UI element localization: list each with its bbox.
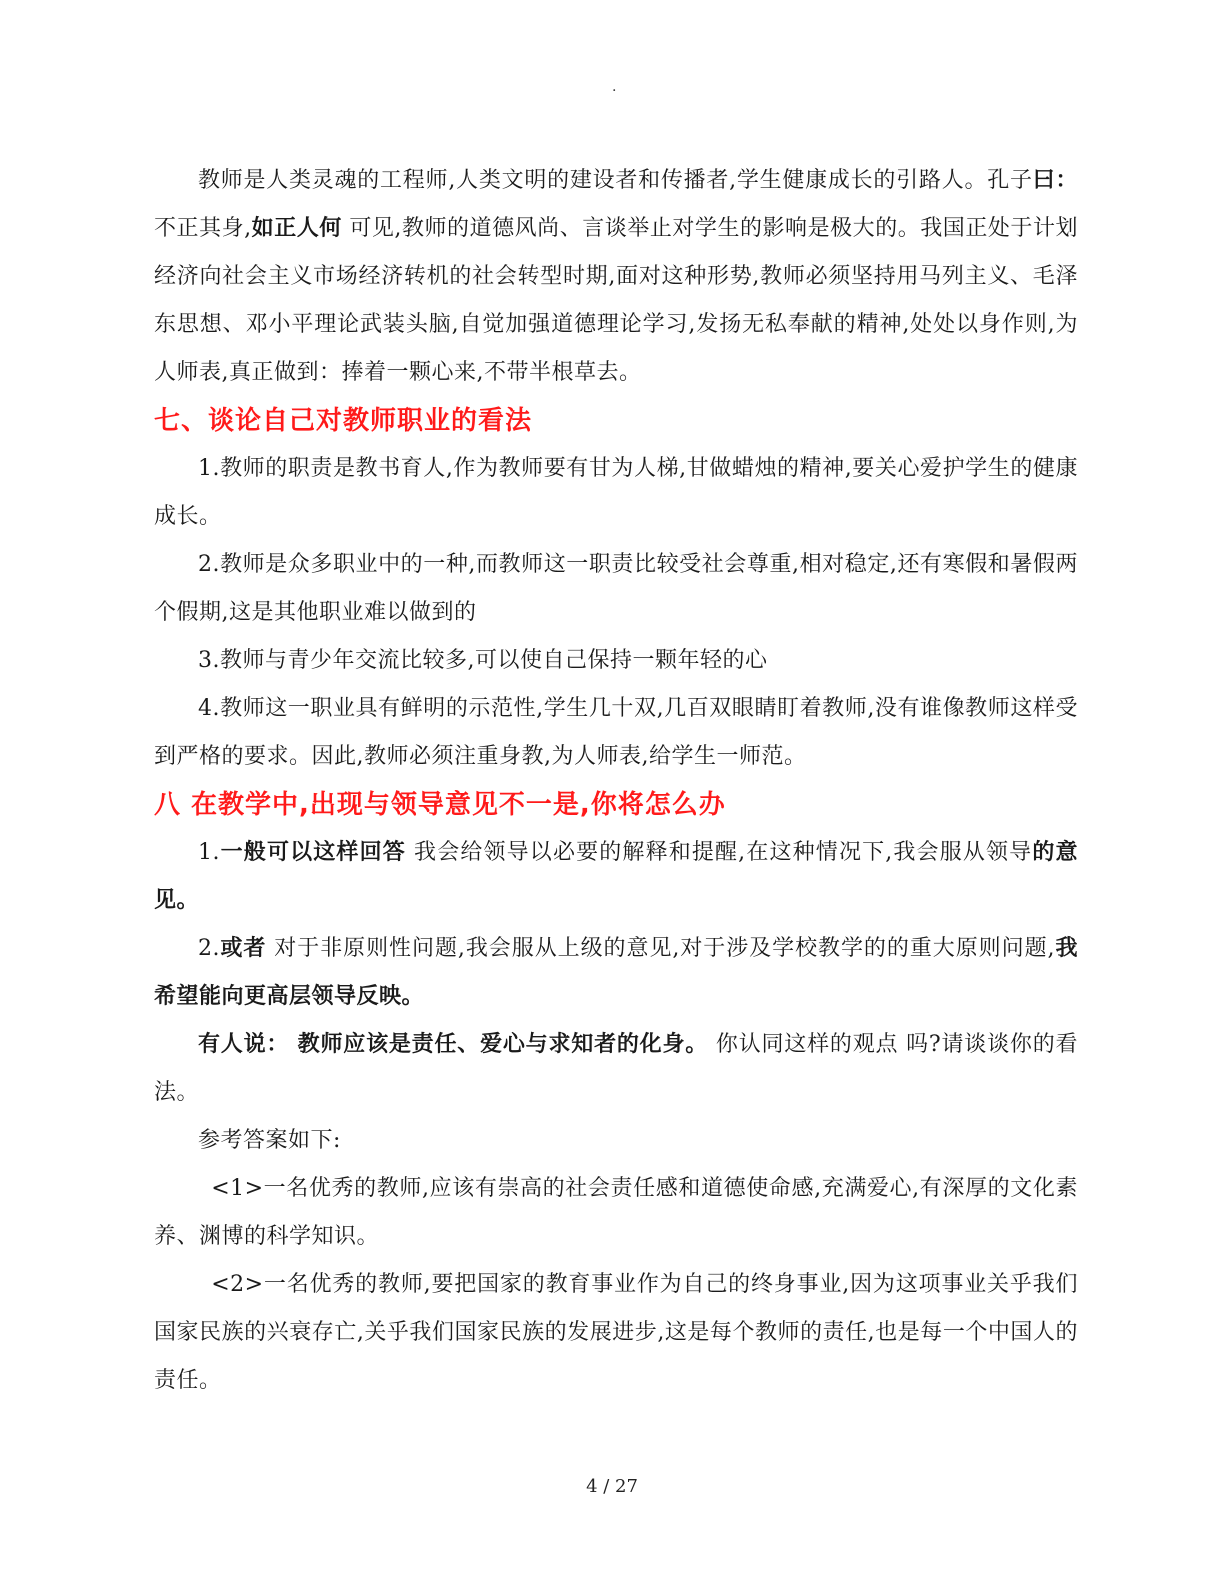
intro-bold-1: 曰： xyxy=(1032,168,1078,193)
header-mark: . xyxy=(612,79,617,95)
intro-paragraph xyxy=(154,157,1078,397)
intro-text-1: 教师是人类灵魂的工程师,人类文明的建设者和传播者,学生健康成长的引路人。孔子 xyxy=(198,168,1033,193)
document-body xyxy=(154,157,1078,1405)
section-8-heading: 八 在教学中,出现与领导意见不一是,你将怎么办 xyxy=(154,790,726,820)
intro-bold-2: 如正人何 xyxy=(251,216,342,241)
section-7-item-3: 3.教师与青少年交流比较多,可以使自己保持一颗年轻的心 xyxy=(198,648,768,673)
answer-label: 参考答案如下: xyxy=(198,1128,341,1153)
item-lead: 或者 xyxy=(220,936,267,961)
intro-text-3: 可见,教师的道德风尚、言谈举止对学生的影响是极大的。我国正处于计划经济向社会主义市场经济转机的社会转型时期,面对这种形势,教师必须坚持用马列主义、毛泽东思想、邓小平理论武装头脑,自觉加强道德理论学习,发扬无私奉献的精神,处处以身作则,为人师表,真正做到：捧着一颗心来,不带半根草去。 xyxy=(154,216,1078,385)
page-number: 4 / 27 xyxy=(586,1476,638,1497)
answer-item-1: <1>一名优秀的教师,应该有崇高的社会责任感和道德使命感,充满爱心,有深厚的文化素养、渊博的科学知识。 xyxy=(154,1176,1078,1249)
section-7-item-2: 2.教师是众多职业中的一种,而教师这一职责比较受社会尊重,相对稳定,还有寒假和暑假两个假期,这是其他职业难以做到的 xyxy=(154,552,1078,625)
item-tail: 我希望能向更高层领导反映。 xyxy=(154,936,1078,1009)
question-paragraph xyxy=(154,1021,1078,1117)
section-7-heading: 七、谈论自己对教师职业的看法 xyxy=(154,406,533,436)
item-text: 我会给领导以必要的解释和提醒,在这种情况下,我会服从领导 xyxy=(405,840,1033,865)
item-number: 2. xyxy=(198,936,220,961)
section-7-item-1: 1.教师的职责是教书育人,作为教师要有甘为人梯,甘做蜡烛的精神,要关心爱护学生的健康成长。 xyxy=(154,456,1078,529)
section-7-item-4: 4.教师这一职业具有鲜明的示范性,学生几十双,几百双眼睛盯着教师,没有谁像教师这样受到严格的要求。因此,教师必须注重身教,为人师表,给学生一师范。 xyxy=(154,696,1078,769)
item-text: 对于非原则性问题,我会服从上级的意见,对于涉及学校教学的的重大原则问题, xyxy=(266,936,1056,961)
section-8-item-1 xyxy=(154,829,1078,925)
item-number: 1. xyxy=(198,840,220,865)
intro-text-2: 不正其身, xyxy=(154,216,252,241)
answer-item-2: <2>一名优秀的教师,要把国家的教育事业作为自己的终身事业,因为这项事业关乎我们国家民族的兴衰存亡,关乎我们国家民族的发展进步,这是每个教师的责任,也是每一个中国人的责任。 xyxy=(154,1272,1078,1393)
question-bold: 有人说： 教师应该是责任、爱心与求知者的化身。 xyxy=(198,1032,709,1057)
item-tail: 的意见。 xyxy=(154,840,1078,913)
question-text: 你认同这样的观点 吗?请谈谈你的看法。 xyxy=(154,1032,1078,1105)
section-8-item-2 xyxy=(154,925,1078,1021)
item-lead: 一般可以这样回答 xyxy=(220,840,406,865)
